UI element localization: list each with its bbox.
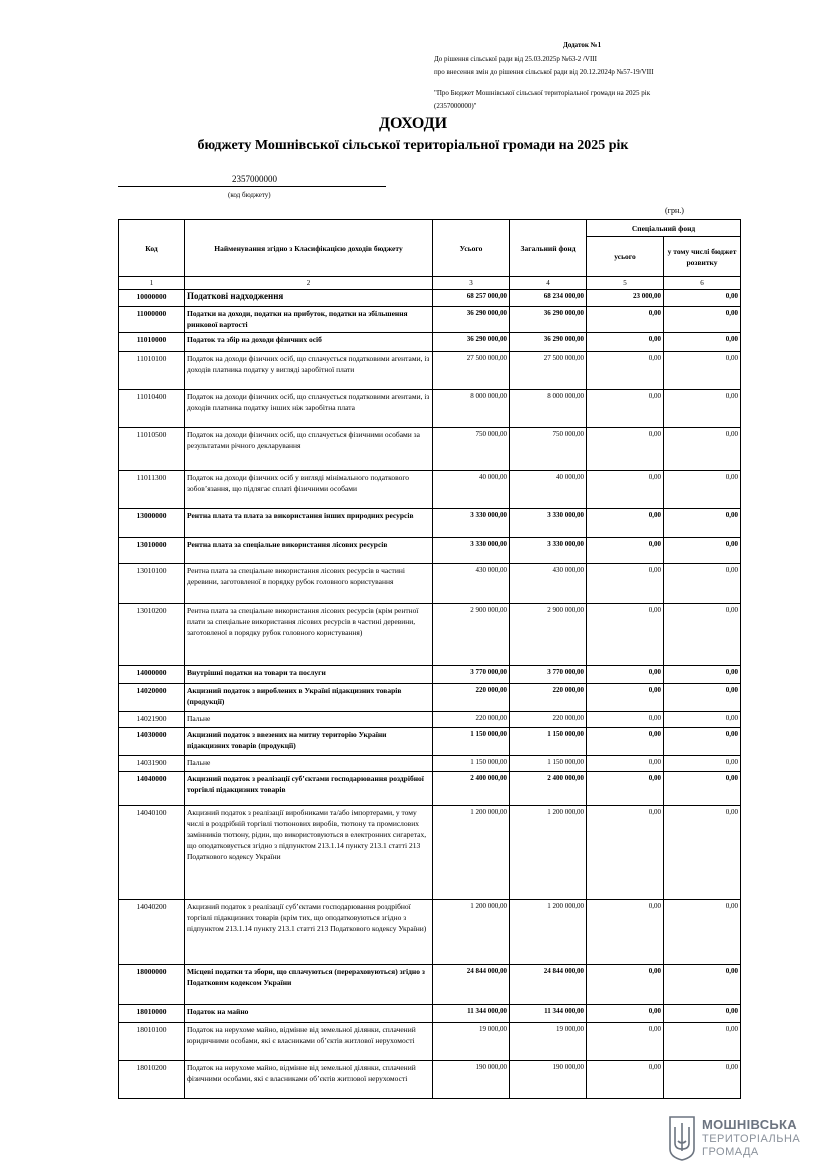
row-total: 2 900 000,00 bbox=[433, 604, 510, 666]
table-row bbox=[119, 564, 741, 604]
header-general-fund: Загальний фонд bbox=[510, 220, 587, 277]
amendment-reference: про внесення змін до рішення сільської ради від 20.12.2024р №57-19/VIII bbox=[434, 68, 654, 76]
budget-decision-title: "Про Бюджет Мошнівської сільської територіальної громади на 2025 рік bbox=[434, 89, 651, 97]
table-row bbox=[119, 806, 741, 900]
row-general-fund: 220 000,00 bbox=[510, 684, 587, 712]
budget-decision-code: (2357000000)" bbox=[434, 102, 477, 110]
row-total: 19 000,00 bbox=[433, 1023, 510, 1061]
row-code: 14040000 bbox=[119, 772, 185, 806]
row-name: Рентна плата за спеціальне використання лісових ресурсів bbox=[185, 538, 433, 564]
row-general-fund: 3 770 000,00 bbox=[510, 666, 587, 684]
column-index-cell: 2 bbox=[185, 277, 433, 290]
row-code: 14000000 bbox=[119, 666, 185, 684]
table-row bbox=[119, 509, 741, 538]
row-special-fund: 0,00 bbox=[587, 352, 664, 390]
row-special-fund: 0,00 bbox=[587, 604, 664, 666]
trident-emblem-icon bbox=[668, 1115, 696, 1161]
row-general-fund: 430 000,00 bbox=[510, 564, 587, 604]
row-code: 18010100 bbox=[119, 1023, 185, 1061]
row-development-budget: 0,00 bbox=[664, 538, 741, 564]
row-name: Податок на доходи фізичних осіб, що сплачується фізичними особами за результатами річного декларування bbox=[185, 428, 433, 471]
income-table bbox=[118, 219, 741, 1099]
row-development-budget: 0,00 bbox=[664, 756, 741, 772]
row-name: Податок на нерухоме майно, відмінне від земельної ділянки, сплачений юридичними особами, які є власниками об’єктів житлової нерухомості bbox=[185, 1023, 433, 1061]
row-general-fund: 11 344 000,00 bbox=[510, 1005, 587, 1023]
row-total: 3 330 000,00 bbox=[433, 509, 510, 538]
row-general-fund: 3 330 000,00 bbox=[510, 538, 587, 564]
row-name: Податкові надходження bbox=[185, 290, 433, 307]
row-total: 430 000,00 bbox=[433, 564, 510, 604]
row-code: 11011300 bbox=[119, 471, 185, 509]
row-name: Податок на нерухоме майно, відмінне від земельної ділянки, сплачений фізичними особами, які є власниками об’єктів житлової нерухомості bbox=[185, 1061, 433, 1099]
row-total: 40 000,00 bbox=[433, 471, 510, 509]
row-development-budget: 0,00 bbox=[664, 604, 741, 666]
row-total: 1 150 000,00 bbox=[433, 756, 510, 772]
budget-code: 2357000000 bbox=[232, 174, 277, 184]
header-special-fund: Спеціальний фонд bbox=[587, 220, 741, 237]
row-general-fund: 27 500 000,00 bbox=[510, 352, 587, 390]
table-row bbox=[119, 965, 741, 1005]
row-general-fund: 190 000,00 bbox=[510, 1061, 587, 1099]
row-name: Внутрішні податки на товари та послуги bbox=[185, 666, 433, 684]
row-development-budget: 0,00 bbox=[664, 965, 741, 1005]
row-special-fund: 0,00 bbox=[587, 333, 664, 352]
row-special-fund: 0,00 bbox=[587, 307, 664, 333]
row-name: Рентна плата та плата за використання інших природних ресурсів bbox=[185, 509, 433, 538]
row-code: 11010500 bbox=[119, 428, 185, 471]
row-code: 14020000 bbox=[119, 684, 185, 712]
table-row bbox=[119, 712, 741, 728]
row-total: 11 344 000,00 bbox=[433, 1005, 510, 1023]
row-total: 27 500 000,00 bbox=[433, 352, 510, 390]
row-general-fund: 1 150 000,00 bbox=[510, 756, 587, 772]
table-row bbox=[119, 728, 741, 756]
row-code: 14021900 bbox=[119, 712, 185, 728]
row-total: 220 000,00 bbox=[433, 684, 510, 712]
appendix-number: Додаток №1 bbox=[563, 41, 602, 49]
row-name: Пальне bbox=[185, 756, 433, 772]
row-general-fund: 36 290 000,00 bbox=[510, 333, 587, 352]
row-special-fund: 0,00 bbox=[587, 900, 664, 965]
logo-line-3: ГРОМАДА bbox=[702, 1146, 759, 1158]
budget-code-underline bbox=[118, 186, 386, 187]
row-special-fund: 0,00 bbox=[587, 538, 664, 564]
row-name: Пальне bbox=[185, 712, 433, 728]
row-general-fund: 3 330 000,00 bbox=[510, 509, 587, 538]
row-total: 2 400 000,00 bbox=[433, 772, 510, 806]
table-row bbox=[119, 307, 741, 333]
row-total: 1 200 000,00 bbox=[433, 900, 510, 965]
row-name: Податок на доходи фізичних осіб, що сплачується податковими агентами, із доходів платника податку у вигляді заробітної плати bbox=[185, 352, 433, 390]
row-general-fund: 40 000,00 bbox=[510, 471, 587, 509]
table-row bbox=[119, 772, 741, 806]
row-general-fund: 19 000,00 bbox=[510, 1023, 587, 1061]
row-code: 14030000 bbox=[119, 728, 185, 756]
row-code: 14031900 bbox=[119, 756, 185, 772]
row-development-budget: 0,00 bbox=[664, 509, 741, 538]
row-special-fund: 0,00 bbox=[587, 1005, 664, 1023]
column-index-cell: 4 bbox=[510, 277, 587, 290]
row-total: 1 200 000,00 bbox=[433, 806, 510, 900]
row-name: Податок на майно bbox=[185, 1005, 433, 1023]
page-subtitle: бюджету Мошнівської сільської територіальної громади на 2025 рік bbox=[197, 138, 629, 153]
table-row bbox=[119, 684, 741, 712]
row-name: Податок на доходи фізичних осіб у вигляді мінімального податкового зобов’язання, що підлягає сплаті фізичними особами bbox=[185, 471, 433, 509]
table-row bbox=[119, 1023, 741, 1061]
row-general-fund: 1 200 000,00 bbox=[510, 806, 587, 900]
row-special-fund: 0,00 bbox=[587, 471, 664, 509]
row-name: Місцеві податки та збори, що сплачуються (перераховуються) згідно з Податковим кодексом України bbox=[185, 965, 433, 1005]
community-logo bbox=[668, 1115, 818, 1161]
column-index-cell: 1 bbox=[119, 277, 185, 290]
row-name: Рентна плата за спеціальне використання лісових ресурсів (крім рентної плати за спеціальне використання лісових ресурсів в частині деревини, заготовленої в порядку рубок головного користування) bbox=[185, 604, 433, 666]
table-row bbox=[119, 471, 741, 509]
row-code: 18010200 bbox=[119, 1061, 185, 1099]
row-code: 13010200 bbox=[119, 604, 185, 666]
row-name: Рентна плата за спеціальне використання лісових ресурсів в частині деревини, заготовленої в порядку рубок головного користування bbox=[185, 564, 433, 604]
row-development-budget: 0,00 bbox=[664, 307, 741, 333]
row-general-fund: 36 290 000,00 bbox=[510, 307, 587, 333]
row-code: 10000000 bbox=[119, 290, 185, 307]
row-name: Податок та збір на доходи фізичних осіб bbox=[185, 333, 433, 352]
row-name: Акцизний податок з вироблених в Україні підакцизних товарів (продукції) bbox=[185, 684, 433, 712]
row-development-budget: 0,00 bbox=[664, 1023, 741, 1061]
row-special-fund: 0,00 bbox=[587, 965, 664, 1005]
row-code: 14040200 bbox=[119, 900, 185, 965]
row-general-fund: 24 844 000,00 bbox=[510, 965, 587, 1005]
row-general-fund: 8 000 000,00 bbox=[510, 390, 587, 428]
table-row bbox=[119, 756, 741, 772]
row-special-fund: 0,00 bbox=[587, 772, 664, 806]
row-special-fund: 0,00 bbox=[587, 684, 664, 712]
row-total: 36 290 000,00 bbox=[433, 333, 510, 352]
row-code: 13010100 bbox=[119, 564, 185, 604]
header-special-total: усього bbox=[587, 237, 664, 277]
row-total: 3 770 000,00 bbox=[433, 666, 510, 684]
row-total: 3 330 000,00 bbox=[433, 538, 510, 564]
row-development-budget: 0,00 bbox=[664, 352, 741, 390]
column-index-row bbox=[119, 277, 741, 290]
row-development-budget: 0,00 bbox=[664, 390, 741, 428]
row-total: 8 000 000,00 bbox=[433, 390, 510, 428]
column-index-cell: 6 bbox=[664, 277, 741, 290]
currency-units: (грн.) bbox=[665, 206, 684, 215]
row-total: 190 000,00 bbox=[433, 1061, 510, 1099]
row-general-fund: 2 400 000,00 bbox=[510, 772, 587, 806]
row-general-fund: 1 150 000,00 bbox=[510, 728, 587, 756]
row-development-budget: 0,00 bbox=[664, 900, 741, 965]
row-name: Акцизний податок з ввезених на митну територію України підакцизних товарів (продукції) bbox=[185, 728, 433, 756]
row-development-budget: 0,00 bbox=[664, 471, 741, 509]
row-development-budget: 0,00 bbox=[664, 772, 741, 806]
header-special-development: у тому числі бюджет розвитку bbox=[664, 237, 741, 277]
decision-reference: До рішення сільської ради від 25.03.2025р №63-2 /VIII bbox=[434, 55, 597, 63]
table-row bbox=[119, 390, 741, 428]
row-development-budget: 0,00 bbox=[664, 1061, 741, 1099]
row-total: 220 000,00 bbox=[433, 712, 510, 728]
budget-code-label: (код бюджету) bbox=[228, 191, 271, 199]
row-code: 14040100 bbox=[119, 806, 185, 900]
page-title: ДОХОДИ bbox=[378, 115, 448, 132]
column-index-cell: 5 bbox=[587, 277, 664, 290]
header-name: Найменування згідно з Класифікацією доходів бюджету bbox=[185, 220, 433, 277]
row-special-fund: 0,00 bbox=[587, 428, 664, 471]
table-row bbox=[119, 900, 741, 965]
row-development-budget: 0,00 bbox=[664, 333, 741, 352]
row-general-fund: 2 900 000,00 bbox=[510, 604, 587, 666]
row-code: 11010000 bbox=[119, 333, 185, 352]
table-row bbox=[119, 352, 741, 390]
row-development-budget: 0,00 bbox=[664, 564, 741, 604]
row-special-fund: 0,00 bbox=[587, 1061, 664, 1099]
row-development-budget: 0,00 bbox=[664, 806, 741, 900]
row-special-fund: 0,00 bbox=[587, 728, 664, 756]
row-special-fund: 0,00 bbox=[587, 390, 664, 428]
table-row bbox=[119, 333, 741, 352]
row-development-budget: 0,00 bbox=[664, 666, 741, 684]
row-general-fund: 68 234 000,00 bbox=[510, 290, 587, 307]
row-development-budget: 0,00 bbox=[664, 290, 741, 307]
row-name: Акцизний податок з реалізації суб’єктами господарювання роздрібної торгівлі підакцизних товарів (крім тих, що оподатковуються згідно з підпунктом 213.1.14 пункту 213.1 статті 213 Податкового кодексу України) bbox=[185, 900, 433, 965]
row-development-budget: 0,00 bbox=[664, 1005, 741, 1023]
logo-line-2: ТЕРИТОРІАЛЬНА bbox=[702, 1133, 801, 1145]
row-total: 1 150 000,00 bbox=[433, 728, 510, 756]
row-code: 13010000 bbox=[119, 538, 185, 564]
row-total: 24 844 000,00 bbox=[433, 965, 510, 1005]
row-development-budget: 0,00 bbox=[664, 728, 741, 756]
row-special-fund: 0,00 bbox=[587, 666, 664, 684]
row-general-fund: 1 200 000,00 bbox=[510, 900, 587, 965]
row-special-fund: 0,00 bbox=[587, 564, 664, 604]
row-special-fund: 23 000,00 bbox=[587, 290, 664, 307]
row-code: 13000000 bbox=[119, 509, 185, 538]
row-total: 750 000,00 bbox=[433, 428, 510, 471]
logo-line-1: МОШНІВСЬКА bbox=[702, 1117, 797, 1132]
row-name: Податок на доходи фізичних осіб, що сплачується податковими агентами, із доходів платника податку інших ніж заробітна плата bbox=[185, 390, 433, 428]
row-special-fund: 0,00 bbox=[587, 756, 664, 772]
row-total: 68 257 000,00 bbox=[433, 290, 510, 307]
row-total: 36 290 000,00 bbox=[433, 307, 510, 333]
table-row bbox=[119, 290, 741, 307]
row-general-fund: 220 000,00 bbox=[510, 712, 587, 728]
row-special-fund: 0,00 bbox=[587, 806, 664, 900]
row-code: 11000000 bbox=[119, 307, 185, 333]
row-code: 18000000 bbox=[119, 965, 185, 1005]
row-development-budget: 0,00 bbox=[664, 712, 741, 728]
row-development-budget: 0,00 bbox=[664, 428, 741, 471]
row-development-budget: 0,00 bbox=[664, 684, 741, 712]
table-row bbox=[119, 1005, 741, 1023]
row-general-fund: 750 000,00 bbox=[510, 428, 587, 471]
row-code: 11010100 bbox=[119, 352, 185, 390]
table-row bbox=[119, 604, 741, 666]
row-code: 11010400 bbox=[119, 390, 185, 428]
table-row bbox=[119, 1061, 741, 1099]
row-special-fund: 0,00 bbox=[587, 1023, 664, 1061]
table-row bbox=[119, 666, 741, 684]
row-special-fund: 0,00 bbox=[587, 509, 664, 538]
row-special-fund: 0,00 bbox=[587, 712, 664, 728]
column-index-cell: 3 bbox=[433, 277, 510, 290]
header-code: Код bbox=[119, 220, 185, 277]
table-row bbox=[119, 538, 741, 564]
row-name: Акцизний податок з реалізації виробниками та/або імпортерами, у тому числі в роздрібній торгівлі тютюнових виробів, тютюну та промислових замінників тютюну, рідин, що використовуються в електронних сигаретах, що оподатковується згідно з підпунктом 213.1.14 пункту 213.1 статті 213 Податкового кодексу України bbox=[185, 806, 433, 900]
row-name: Податки на доходи, податки на прибуток, податки на збільшення ринкової вартості bbox=[185, 307, 433, 333]
row-name: Акцизний податок з реалізації суб’єктами господарювання роздрібної торгівлі підакцизних товарів bbox=[185, 772, 433, 806]
table-row bbox=[119, 428, 741, 471]
row-code: 18010000 bbox=[119, 1005, 185, 1023]
header-total: Усього bbox=[433, 220, 510, 277]
